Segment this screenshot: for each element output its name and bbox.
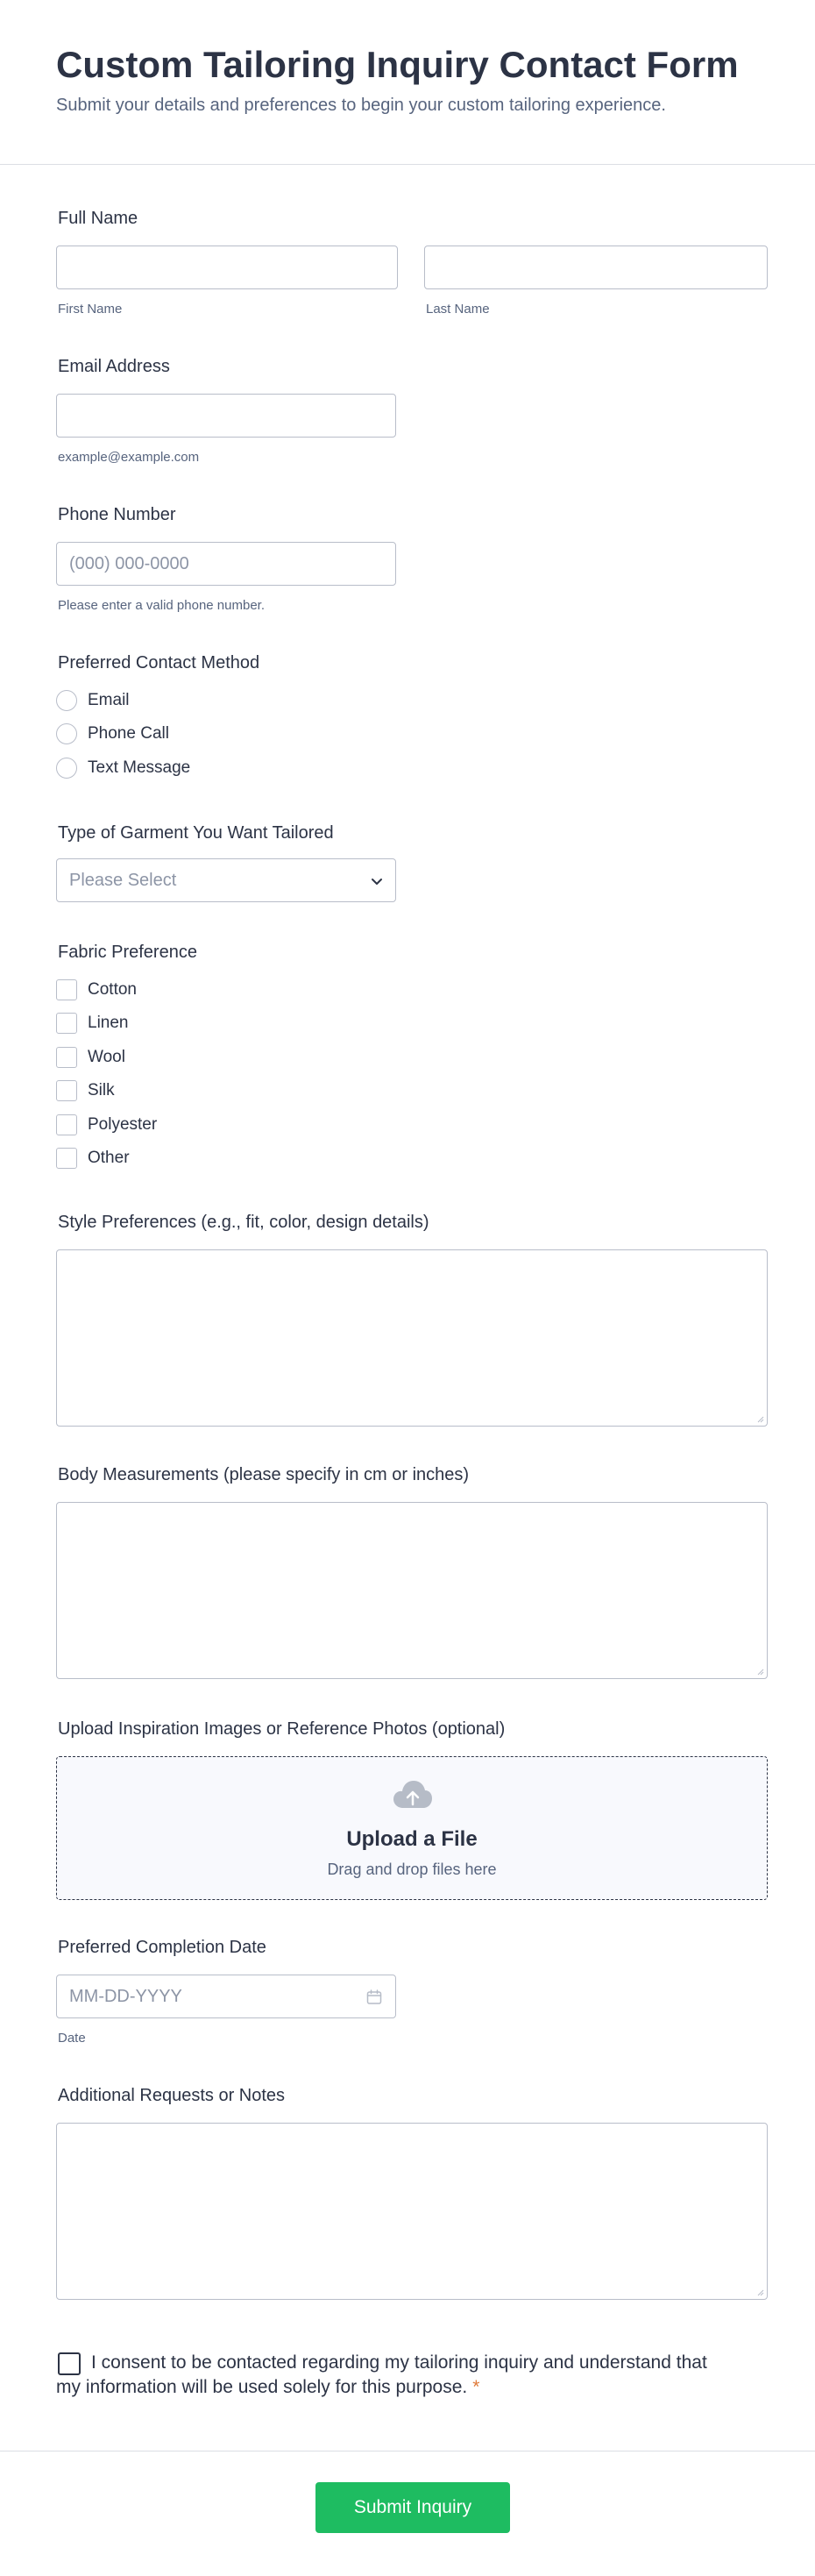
submit-button[interactable]: Submit Inquiry xyxy=(315,2482,510,2533)
form-title: Custom Tailoring Inquiry Contact Form xyxy=(56,44,739,85)
email-sublabel: example@example.com xyxy=(58,450,200,465)
cloud-upload-icon xyxy=(392,1778,434,1813)
radio-button[interactable] xyxy=(56,690,77,711)
checkbox-option-wool[interactable] xyxy=(56,1045,125,1070)
first-name-sublabel: First Name xyxy=(58,302,123,317)
radio-label: Text Message xyxy=(88,758,191,777)
last-name-sublabel: Last Name xyxy=(426,302,490,317)
form-footer xyxy=(0,2451,815,2576)
consent-checkbox[interactable] xyxy=(58,2352,81,2375)
last-name-input[interactable] xyxy=(424,246,768,289)
resize-handle-icon[interactable] xyxy=(755,2288,764,2296)
phone-label: Phone Number xyxy=(58,505,176,524)
date-placeholder: MM-DD-YYYY xyxy=(69,1987,182,2006)
file-upload-dropzone[interactable] xyxy=(56,1756,768,1900)
date-input[interactable] xyxy=(56,1975,396,2018)
checkbox-option-other[interactable] xyxy=(56,1146,130,1171)
upload-label: Upload Inspiration Images or Reference Photos (optional) xyxy=(58,1719,506,1739)
checkbox-option-polyester[interactable] xyxy=(56,1113,157,1137)
contact-method-label: Preferred Contact Method xyxy=(58,653,260,672)
checkbox[interactable] xyxy=(56,979,77,1000)
measurements-label: Body Measurements (please specify in cm or inches) xyxy=(58,1465,470,1484)
garment-select-value: Please Select xyxy=(69,871,177,890)
email-label: Email Address xyxy=(58,357,170,376)
checkbox-option-cotton[interactable] xyxy=(56,978,137,1002)
notes-textarea[interactable] xyxy=(56,2123,768,2300)
form-header xyxy=(0,0,815,165)
checkbox[interactable] xyxy=(56,1114,77,1135)
checkbox-option-silk[interactable] xyxy=(56,1078,115,1103)
calendar-icon[interactable] xyxy=(365,1989,383,2006)
checkbox-label: Cotton xyxy=(88,980,137,999)
garment-select[interactable] xyxy=(56,858,396,902)
measurements-textarea[interactable] xyxy=(56,1502,768,1679)
consent-text-block xyxy=(56,2351,722,2400)
checkbox[interactable] xyxy=(56,1047,77,1068)
radio-button[interactable] xyxy=(56,723,77,744)
radio-option-email[interactable] xyxy=(56,688,130,713)
resize-handle-icon[interactable] xyxy=(755,1414,764,1423)
radio-option-phone-call[interactable] xyxy=(56,722,169,746)
checkbox[interactable] xyxy=(56,1148,77,1169)
date-sublabel: Date xyxy=(58,2031,86,2046)
checkbox[interactable] xyxy=(56,1013,77,1034)
required-asterisk: * xyxy=(472,2377,480,2397)
consent-text: I consent to be contacted regarding my tailoring inquiry and understand that my information will be used solely for this purpose. xyxy=(56,2352,707,2397)
upload-title: Upload a File xyxy=(346,1827,478,1851)
fabric-label: Fabric Preference xyxy=(58,943,197,962)
first-name-input[interactable] xyxy=(56,246,398,289)
phone-sublabel: Please enter a valid phone number. xyxy=(58,598,265,613)
radio-option-text-message[interactable] xyxy=(56,756,190,780)
checkbox-label: Other xyxy=(88,1149,130,1167)
email-input[interactable] xyxy=(56,394,396,438)
resize-handle-icon[interactable] xyxy=(755,1667,764,1676)
date-label: Preferred Completion Date xyxy=(58,1938,266,1957)
checkbox[interactable] xyxy=(56,1080,77,1101)
style-textarea[interactable] xyxy=(56,1249,768,1427)
checkbox-label: Wool xyxy=(88,1048,125,1066)
radio-label: Email xyxy=(88,691,130,709)
checkbox-label: Linen xyxy=(88,1014,129,1032)
style-label: Style Preferences (e.g., fit, color, design details) xyxy=(58,1213,429,1232)
checkbox-label: Polyester xyxy=(88,1115,158,1134)
form-subtitle: Submit your details and preferences to begin your custom tailoring experience. xyxy=(56,96,666,115)
notes-label: Additional Requests or Notes xyxy=(58,2086,286,2105)
checkbox-option-linen[interactable] xyxy=(56,1011,129,1035)
upload-subtitle: Drag and drop files here xyxy=(327,1861,497,1878)
garment-label: Type of Garment You Want Tailored xyxy=(58,823,334,843)
radio-label: Phone Call xyxy=(88,724,169,743)
full-name-label: Full Name xyxy=(58,209,138,228)
chevron-down-icon xyxy=(369,873,385,889)
phone-input[interactable] xyxy=(56,542,396,586)
radio-button[interactable] xyxy=(56,758,77,779)
checkbox-label: Silk xyxy=(88,1081,115,1099)
